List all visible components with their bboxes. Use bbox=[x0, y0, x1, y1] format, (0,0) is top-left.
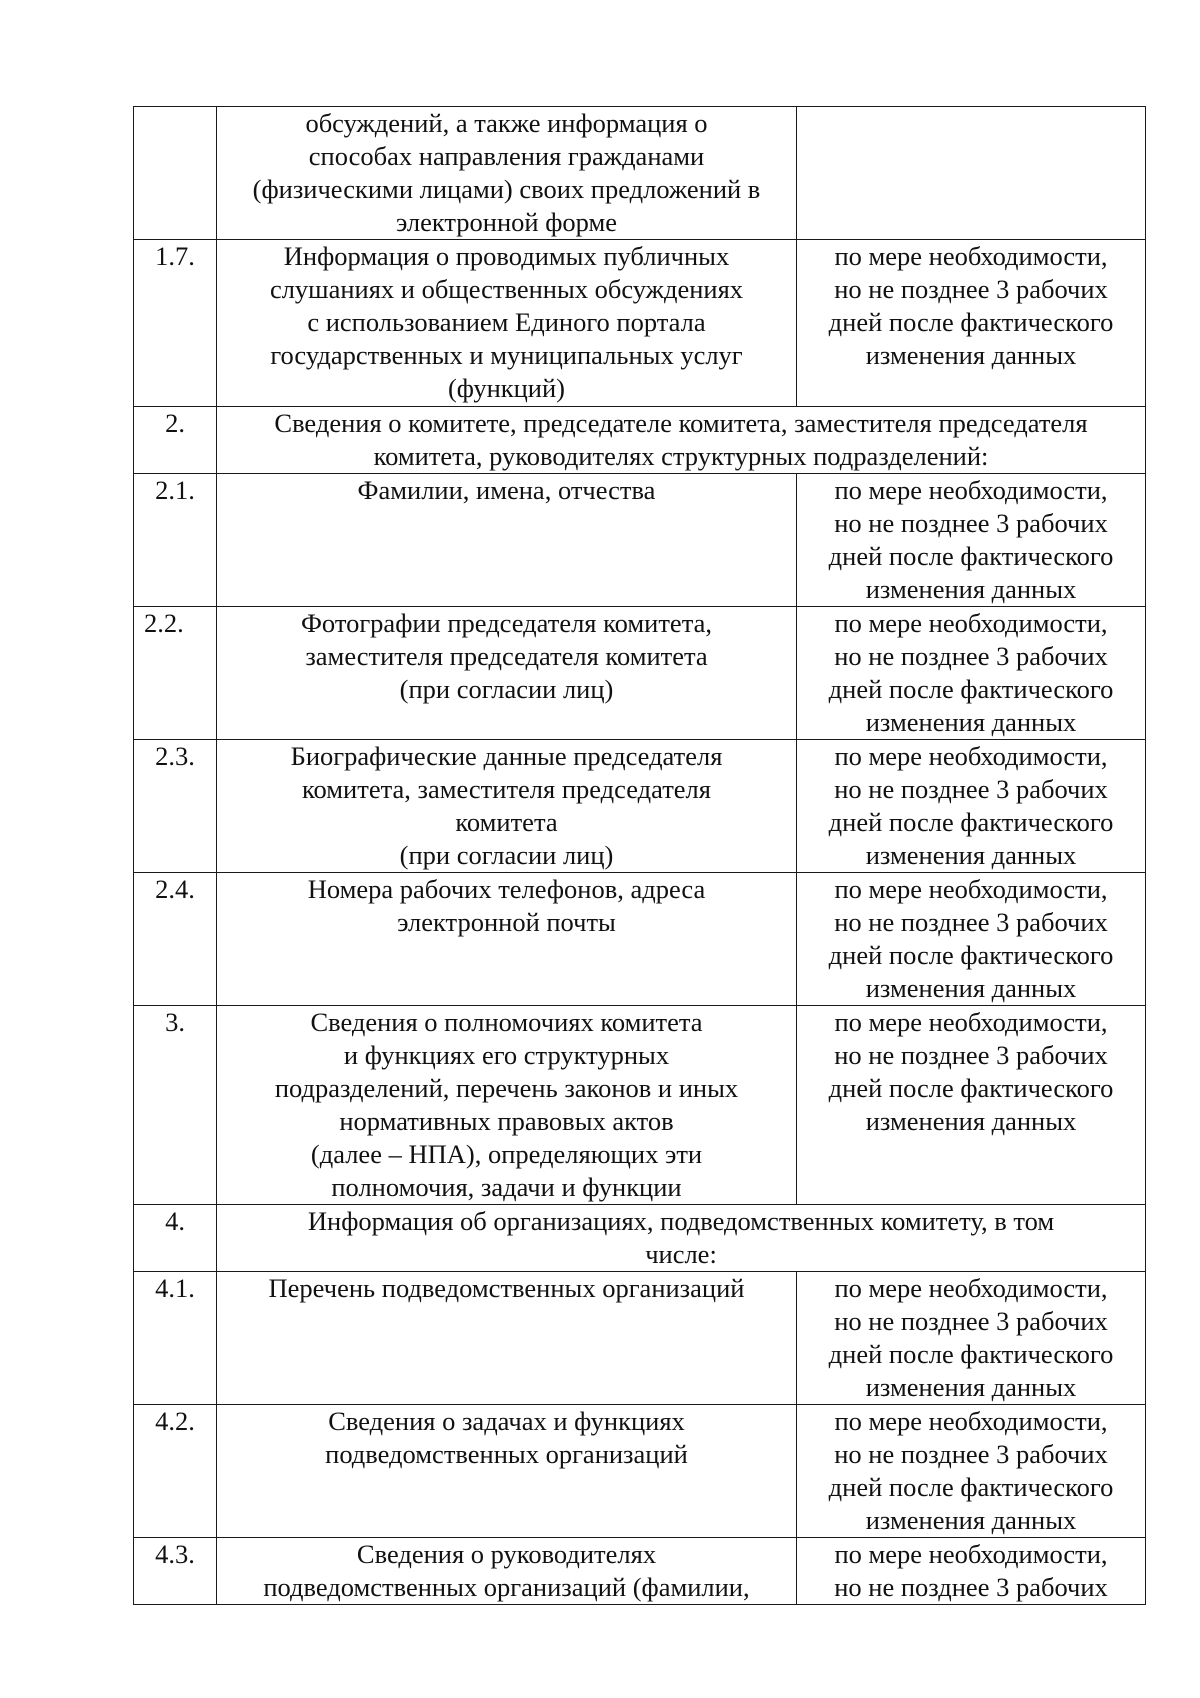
row-number: 2. bbox=[134, 407, 217, 474]
disclosure-table bbox=[133, 106, 1146, 1605]
table-row bbox=[134, 1006, 1146, 1205]
row-number: 4. bbox=[134, 1205, 217, 1272]
row-deadline: по мере необходимости, но не позднее 3 рабочих дней после фактического изменения данных bbox=[797, 740, 1146, 873]
row-number: 4.2. bbox=[134, 1405, 217, 1538]
table-row bbox=[134, 474, 1146, 607]
section-heading: Сведения о комитете, председателе комитета, заместителя председателя комитета, руководителях структурных подразделений: bbox=[217, 407, 1146, 474]
row-deadline: по мере необходимости, но не позднее 3 рабочих дней после фактического изменения данных bbox=[797, 1272, 1146, 1405]
row-number: 2.2. bbox=[134, 607, 217, 740]
row-deadline: по мере необходимости, но не позднее 3 рабочих дней после фактического изменения данных bbox=[797, 474, 1146, 607]
row-content: Фамилии, имена, отчества bbox=[217, 474, 797, 607]
table-row bbox=[134, 1538, 1146, 1605]
table-row bbox=[134, 740, 1146, 873]
row-content: Сведения о полномочиях комитета и функциях его структурных подразделений, перечень законов и иных нормативных правовых актов (далее – НПА), определяющих эти полномочия, задачи и функции bbox=[217, 1006, 797, 1205]
row-content: обсуждений, а также информация о способах направления гражданами (физическими лицами) своих предложений в электронной форме bbox=[217, 107, 797, 240]
table-row-section bbox=[134, 407, 1146, 474]
table-row bbox=[134, 240, 1146, 407]
row-deadline: по мере необходимости, но не позднее 3 рабочих дней после фактического изменения данных bbox=[797, 240, 1146, 407]
row-content: Перечень подведомственных организаций bbox=[217, 1272, 797, 1405]
row-content: Сведения о задачах и функциях подведомственных организаций bbox=[217, 1405, 797, 1538]
row-number: 2.4. bbox=[134, 873, 217, 1006]
row-number: 3. bbox=[134, 1006, 217, 1205]
row-number: 4.1. bbox=[134, 1272, 217, 1405]
table-row bbox=[134, 1405, 1146, 1538]
row-number bbox=[134, 107, 217, 240]
row-content: Биографические данные председателя комитета, заместителя председателя комитета (при согласии лиц) bbox=[217, 740, 797, 873]
section-heading: Информация об организациях, подведомственных комитету, в том числе: bbox=[217, 1205, 1146, 1272]
row-deadline: по мере необходимости, но не позднее 3 рабочих дней после фактического изменения данных bbox=[797, 873, 1146, 1006]
row-deadline bbox=[797, 107, 1146, 240]
table-row bbox=[134, 873, 1146, 1006]
row-number: 2.3. bbox=[134, 740, 217, 873]
row-deadline: по мере необходимости, но не позднее 3 рабочих bbox=[797, 1538, 1146, 1605]
row-deadline: по мере необходимости, но не позднее 3 рабочих дней после фактического изменения данных bbox=[797, 607, 1146, 740]
row-content: Информация о проводимых публичных слушаниях и общественных обсуждениях с использованием Единого портала государственных и муниципальных услуг (функций) bbox=[217, 240, 797, 407]
table-row bbox=[134, 1272, 1146, 1405]
row-content: Номера рабочих телефонов, адреса электронной почты bbox=[217, 873, 797, 1006]
table-row bbox=[134, 607, 1146, 740]
row-number: 2.1. bbox=[134, 474, 217, 607]
row-number: 4.3. bbox=[134, 1538, 217, 1605]
row-content: Сведения о руководителях подведомственных организаций (фамилии, bbox=[217, 1538, 797, 1605]
table-row bbox=[134, 107, 1146, 240]
row-deadline: по мере необходимости, но не позднее 3 рабочих дней после фактического изменения данных bbox=[797, 1006, 1146, 1205]
row-content: Фотографии председателя комитета, заместителя председателя комитета (при согласии лиц) bbox=[217, 607, 797, 740]
table-row-section bbox=[134, 1205, 1146, 1272]
row-deadline: по мере необходимости, но не позднее 3 рабочих дней после фактического изменения данных bbox=[797, 1405, 1146, 1538]
row-number: 1.7. bbox=[134, 240, 217, 407]
